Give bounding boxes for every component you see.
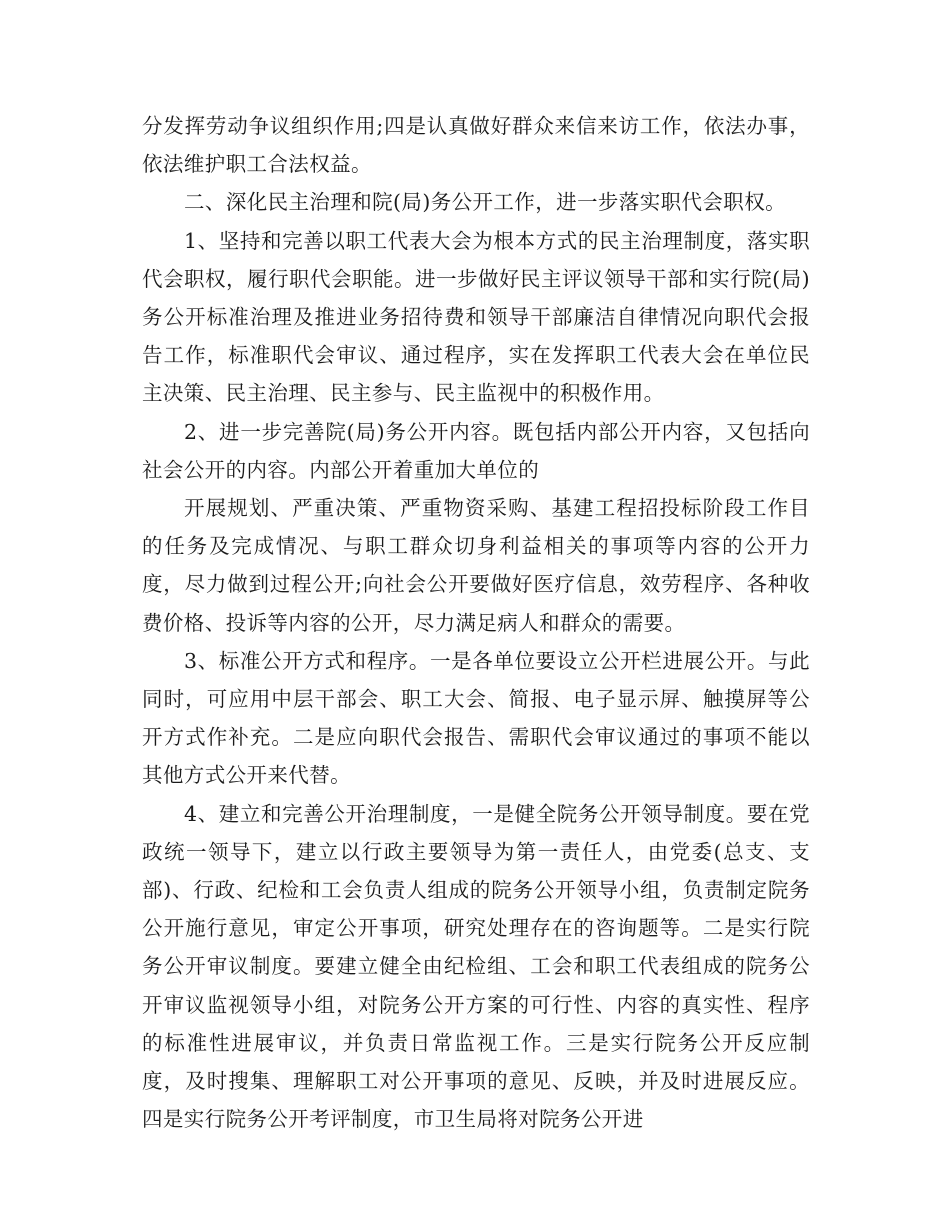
document-body [142,107,810,1138]
paragraph-continuation: 分发挥劳动争议组织作用;四是认真做好群众来信来访工作，依法办事，依法维护职工合法权益。 [142,114,810,177]
paragraph-item-3: 3、标准公开方式和程序。一是各单位要设立公开栏进展公开。与此同时，可应用中层干部会、职工大会、简报、电子显示屏、触摸屏等公开方式作补充。二是应向职代会报告、需职代会审议通过的事项不能以其他方式公开来代替。 [142,648,810,788]
paragraph-item-4: 4、建立和完善公开治理制度，一是健全院务公开领导制度。要在党政统一领导下，建立以行政主要领导为第一责任人，由党委(总支、支部)、行政、纪检和工会负责人组成的院务公开领导小组，负责制定院务公开施行意见，审定公开事项，研究处理存在的咨询题等。二是实行院务公开审议制度。要建立健全由纪检组、工会和职工代表组成的院务公开审议监视领导小组，对院务公开方案的可行性、内容的真实性、程序的标准性进展审议，并负责日常监视工作。三是实行院务公开反应制度，及时搜集、理解职工对公开事项的意见、反映，并及时进展反应。四是实行院务公开考评制度，市卫生局将对院务公开进 [142,801,810,1132]
section-heading-two: 二、深化民主治理和院(局)务公开工作，进一步落实职代会职权。 [184,190,787,215]
paragraph-item-1: 1、坚持和完善以职工代表大会为根本方式的民主治理制度，落实职代会职权，履行职代会职能。进一步做好民主评议领导干部和实行院(局)务公开标准治理及推进业务招待费和领导干部廉洁自律情况向职代会报告工作，标准职代会审议、通过程序，实在发挥职工代表大会在单位民主决策、民主治理、民主参与、民主监视中的积极作用。 [142,228,810,406]
paragraph-item-2: 2、进一步完善院(局)务公开内容。既包括内部公开内容，又包括向社会公开的内容。内部公开着重加大单位的 [142,419,810,482]
paragraph-item-2-continued: 开展规划、严重决策、严重物资采购、基建工程招投标阶段工作目的任务及完成情况、与职工群众切身利益相关的事项等内容的公开力度，尽力做到过程公开;向社会公开要做好医疗信息，效劳程序、各种收费价格、投诉等内容的公开，尽力满足病人和群众的需要。 [142,496,810,635]
